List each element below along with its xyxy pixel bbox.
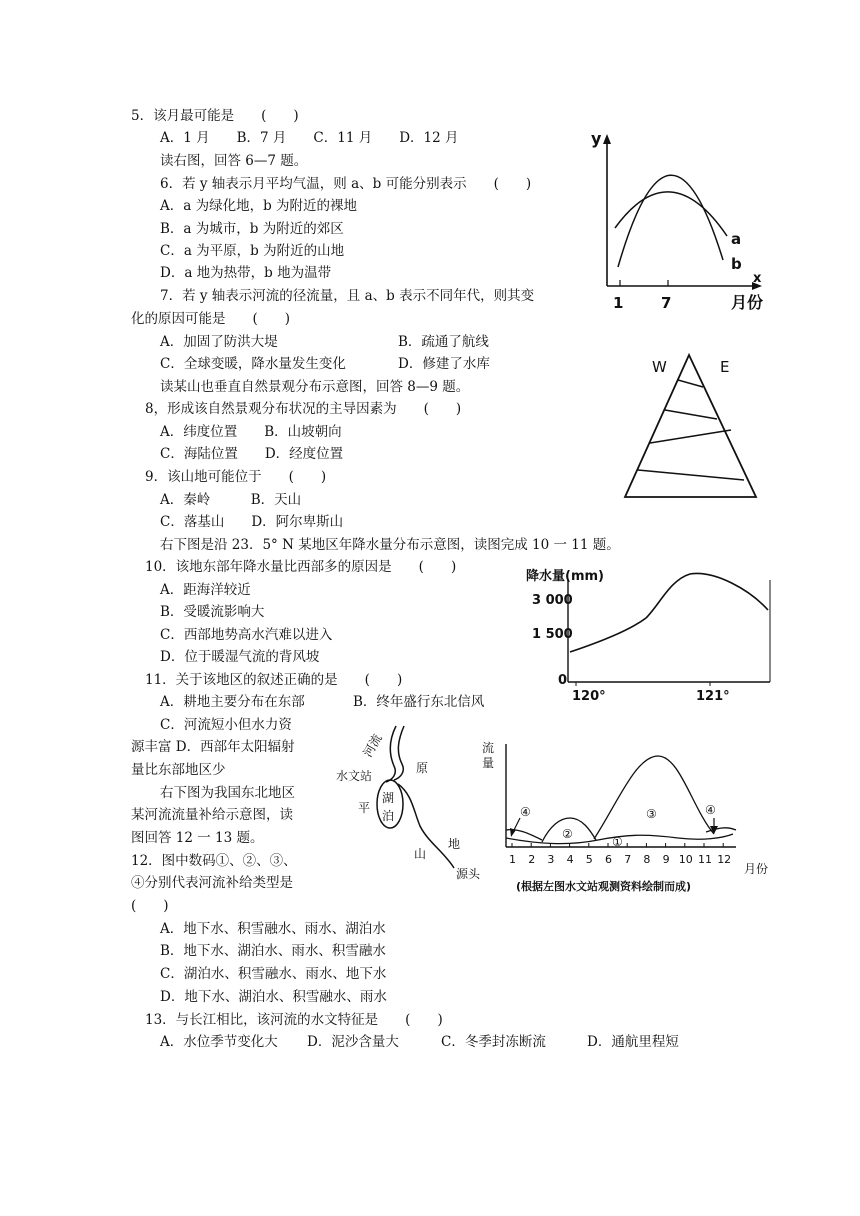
q12-option-a: A．地下水、积雪融水、雨水、湖泊水 [160, 921, 386, 937]
month-label: 月份 [744, 862, 769, 876]
y-axis-arrow [603, 134, 611, 144]
q13-option-b: D．泥沙含量大 [307, 1034, 399, 1050]
q13-option-d: D．通航里程短 [587, 1034, 679, 1050]
x-tick-1: 1 [613, 294, 624, 312]
q7-option-b: B．疏通了航线 [398, 334, 489, 350]
q7-stem-cont: 化的原因可能是 ( ) [131, 311, 291, 327]
q12-paren: ( ) [131, 898, 169, 914]
month-tick-label: 5 [585, 853, 593, 866]
marker-3: ③ [646, 807, 657, 821]
river-upper [386, 726, 396, 782]
q12-stem-cont: ④分别代表河流补给类型是 [131, 875, 293, 891]
q10-11-intro: 右下图是沿 23．5° N 某地区年降水量分布示意图，读图完成 10 一 11 题。 [160, 537, 620, 553]
q6-option-a: A．a 为绿化地，b 为附近的裸地 [160, 198, 358, 214]
curve-a-label: a [731, 230, 742, 248]
q12-stem: 12．图中数码①、②、③、 [131, 853, 297, 869]
east-label: E [720, 358, 730, 376]
q6-stem: 6．若 y 轴表示月平均气温，则 a、b 可能分别表示 ( ) [160, 176, 532, 192]
station-label: 水文站 [336, 769, 373, 783]
marker-1: ① [612, 835, 623, 849]
q9-options-ab: A．秦岭 B．天山 [160, 492, 302, 508]
river-label: 河流 [360, 731, 385, 760]
q7-option-c: C．全球变暖，降水量发生变化 [160, 356, 346, 372]
q7-option-d: D．修建了水库 [398, 356, 490, 372]
month-tick-label: 8 [643, 853, 651, 866]
marker-4-left: ④ [520, 805, 531, 819]
y-label-1: 流 [482, 741, 495, 755]
marker-4-right: ④ [705, 803, 716, 817]
q10-option-b: B．受暖流影响大 [160, 604, 265, 620]
y-axis-label: 降水量(mm) [526, 569, 604, 584]
month-tick-label: 7 [624, 853, 632, 866]
q11-option-d-cont: 量比东部地区少 [131, 762, 226, 778]
plain-label-2: 原 [416, 761, 429, 775]
q13-option-c: C．冬季封冻断流 [441, 1034, 546, 1050]
q9-options-cd: C．落基山 D．阿尔卑斯山 [160, 514, 344, 530]
plain-label-1: 平 [358, 801, 371, 815]
curves-figure [585, 122, 785, 317]
month-tick-label: 6 [605, 853, 612, 866]
zone-line-3 [650, 430, 731, 443]
mount-label-2: 地 [448, 837, 461, 851]
month-tick-label: 2 [528, 853, 536, 866]
curve-a [615, 192, 727, 236]
q7-option-a: A．加固了防洪大堤 [160, 334, 278, 350]
river-map [332, 722, 495, 882]
q12-13-intro-3: 图回答 12 一 13 题。 [131, 830, 264, 846]
q12-13-intro-1: 右下图为我国东北地区 [160, 785, 295, 801]
q8-options-ab: A．纬度位置 B．山坡朝向 [160, 424, 342, 440]
q12-option-d: D．地下水、湖泊水、积雪融水、雨水 [160, 989, 387, 1005]
q10-option-c: C．西部地势高水汽难以进入 [160, 627, 333, 643]
q11-option-a: A．耕地主要分布在东部 [160, 694, 305, 710]
q12-option-c: C．湖泊水、积雪融水、雨水、地下水 [160, 966, 387, 982]
month-tick-label: 3 [547, 853, 555, 866]
q11-option-c: C．河流短小但水力资 [160, 717, 292, 733]
curve-b-label: b [731, 255, 742, 273]
q7-stem: 7．若 y 轴表示河流的径流量，且 a、b 表示不同年代，则其变 [160, 288, 535, 304]
lake-label-1: 湖 [382, 791, 395, 805]
month-tick-label: 9 [662, 853, 670, 866]
q12-13-intro-2: 某河流流量补给示意图，读 [131, 807, 293, 823]
precipitation-figure [520, 560, 775, 710]
q11-option-c-cont: 源丰富 D．西部年太阳辐射 [131, 739, 295, 755]
q5-options: A．1 月 B．7 月 C．11 月 D．12 月 [160, 130, 459, 146]
q8-9-intro: 读某山也垂直自然景观分布示意图，回答 8—9 题。 [160, 379, 470, 395]
zone-line-1 [678, 380, 703, 387]
q10-option-a: A．距海洋较近 [160, 582, 251, 598]
q11-stem: 11．关于该地区的叙述正确的是 ( ) [145, 672, 403, 688]
west-label: W [652, 358, 667, 376]
q9-stem: 9．该山地可能位于 ( ) [145, 469, 327, 485]
y-tick-3000: 3 000 [532, 593, 573, 608]
q6-option-d: D．a 地为热带，b 地为温带 [160, 265, 332, 281]
y-tick-0: 0 [558, 673, 568, 688]
zone-line-2 [665, 410, 717, 419]
y-label-2: 量 [482, 756, 495, 770]
curve-b [618, 175, 723, 267]
q13-stem: 13．与长江相比，该河流的水文特征是 ( ) [145, 1012, 443, 1028]
q6-option-b: B．a 为城市，b 为附近的郊区 [160, 221, 344, 237]
rain-curve [594, 756, 714, 839]
q5-stem: 5．该月最可能是 ( ) [131, 108, 299, 124]
month-tick-label: 1 [509, 853, 516, 866]
y-axis-label: y [591, 129, 602, 148]
recharge-chart [478, 722, 778, 894]
x-tick-7: 7 [661, 294, 672, 312]
mountain-figure [620, 352, 765, 504]
q8-stem: 8，形成该自然景观分布状况的主导因素为 ( ) [145, 401, 462, 417]
q8-options-cd: C．海陆位置 D．经度位置 [160, 446, 344, 462]
y-tick-1500: 1 500 [532, 627, 573, 642]
marker-2: ② [562, 827, 573, 841]
q10-stem: 10．该地东部年降水量比西部多的原因是 ( ) [145, 559, 457, 575]
q6-7-intro: 读右图，回答 6—7 题。 [160, 153, 308, 169]
x-tick-121: 121° [696, 689, 730, 704]
q10-option-d: D．位于暖湿气流的背风坡 [160, 649, 320, 665]
q11-option-b: B．终年盛行东北信风 [353, 694, 485, 710]
chart-caption: (根据左图水文站观测资料绘制而成) [516, 880, 692, 893]
x-unit-label: 月份 [731, 293, 764, 312]
q12-option-b: B．地下水、湖泊水、雨水、积雪融水 [160, 943, 386, 959]
month-tick-label: 12 [717, 853, 732, 866]
month-tick-label: 11 [698, 853, 712, 866]
x-axis-label: x [753, 271, 762, 286]
month-tick-label: 10 [678, 853, 693, 866]
source-label: 源头 [456, 867, 481, 881]
q13-option-a: A．水位季节变化大 [160, 1034, 278, 1050]
x-tick-120: 120° [572, 689, 606, 704]
zone-line-4 [638, 470, 744, 480]
month-tick-label: 4 [566, 853, 574, 866]
mount-label-1: 山 [414, 847, 427, 861]
q6-option-c: C．a 为平原，b 为附近的山地 [160, 243, 345, 259]
lake-label-2: 泊 [382, 809, 395, 823]
precipitation-curve [570, 573, 768, 652]
